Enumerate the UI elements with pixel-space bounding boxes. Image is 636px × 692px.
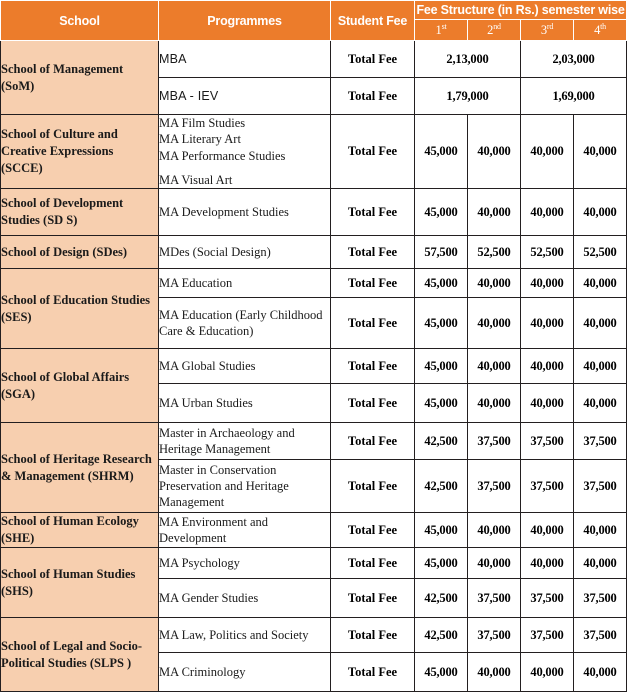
fee-amount-sem1: 57,500 [415, 236, 468, 269]
fee-amount-sem1: 45,000 [415, 269, 468, 298]
student-fee-label: Total Fee [331, 78, 415, 115]
table-row [1, 236, 627, 269]
semester-3-number: 3 [540, 23, 547, 38]
fee-amount-sem2: 40,000 [468, 653, 521, 692]
fee-amount-sem1: 45,000 [415, 513, 468, 548]
student-fee-label: Total Fee [331, 460, 415, 513]
fee-amount-sem3-4: 2,03,000 [521, 41, 627, 78]
column-header-semester-3 [521, 20, 574, 41]
fee-amount-sem3: 40,000 [521, 653, 574, 692]
programme-list [159, 116, 330, 188]
student-fee-label: Total Fee [331, 579, 415, 618]
fee-amount-sem1: 42,500 [415, 618, 468, 653]
fee-amount-sem4: 40,000 [574, 298, 627, 349]
fee-amount-sem4: 37,500 [574, 423, 627, 460]
programme-cell [159, 115, 331, 189]
fee-amount-sem2: 40,000 [468, 384, 521, 423]
school-name-cell: School of Development Studies (SD S) [1, 189, 159, 236]
fee-amount-sem3: 37,500 [521, 423, 574, 460]
fee-amount-sem2: 40,000 [468, 513, 521, 548]
fee-amount-sem1: 42,500 [415, 460, 468, 513]
programme-cell: Master in Conservation Preservation and Heritage Management [159, 460, 331, 513]
student-fee-label: Total Fee [331, 548, 415, 579]
school-name-cell: School of Heritage Research & Management (SHRM) [1, 423, 159, 513]
fee-amount-sem2: 37,500 [468, 423, 521, 460]
fee-amount-sem3: 40,000 [521, 384, 574, 423]
programme-cell: MBA [159, 41, 331, 78]
student-fee-label: Total Fee [331, 653, 415, 692]
programme-cell: MA Gender Studies [159, 579, 331, 618]
semester-1-number: 1 [435, 23, 442, 38]
student-fee-label: Total Fee [331, 384, 415, 423]
student-fee-label: Total Fee [331, 269, 415, 298]
student-fee-label: Total Fee [331, 41, 415, 78]
programme-cell: MA Education [159, 269, 331, 298]
column-header-semester-4 [574, 20, 627, 41]
fee-amount-sem1: 45,000 [415, 349, 468, 384]
fee-amount-sem2: 37,500 [468, 618, 521, 653]
fee-amount-sem4: 40,000 [574, 513, 627, 548]
fee-amount-sem2: 40,000 [468, 548, 521, 579]
student-fee-label: Total Fee [331, 298, 415, 349]
column-header-student-fee: Student Fee [331, 1, 415, 41]
programme-item: MA Film Studies [159, 116, 246, 130]
student-fee-label: Total Fee [331, 423, 415, 460]
fee-amount-sem3: 40,000 [521, 548, 574, 579]
semester-4-number: 4 [594, 23, 601, 38]
fee-amount-sem3: 40,000 [521, 189, 574, 236]
column-header-semester-2 [468, 20, 521, 41]
fee-amount-sem4: 40,000 [574, 349, 627, 384]
student-fee-label: Total Fee [331, 115, 415, 189]
fee-amount-sem1: 45,000 [415, 115, 468, 189]
table-row [1, 513, 627, 548]
fee-amount-sem3: 37,500 [521, 618, 574, 653]
school-name-cell: School of Design (SDes) [1, 236, 159, 269]
fee-amount-sem1: 45,000 [415, 298, 468, 349]
programme-item: MA Performance Studies [159, 148, 286, 163]
fee-amount-sem4: 40,000 [574, 115, 627, 189]
fee-amount-sem4: 52,500 [574, 236, 627, 269]
school-name-cell: School of Legal and Socio-Political Studies (SLPS ) [1, 618, 159, 692]
fee-amount-sem2: 40,000 [468, 349, 521, 384]
programme-cell: Master in Archaeology and Heritage Management [159, 423, 331, 460]
table-row [1, 618, 627, 653]
column-header-fee-structure: Fee Structure (in Rs.) semester wise [415, 1, 627, 20]
school-name-cell: School of Human Studies (SHS) [1, 548, 159, 618]
fee-amount-sem3: 40,000 [521, 513, 574, 548]
table-row [1, 269, 627, 298]
fee-amount-sem1-2: 1,79,000 [415, 78, 521, 115]
student-fee-label: Total Fee [331, 189, 415, 236]
fee-amount-sem3: 40,000 [521, 115, 574, 189]
table-body [1, 41, 627, 692]
programme-cell: MDes (Social Design) [159, 236, 331, 269]
table-row [1, 423, 627, 460]
table-header [1, 1, 627, 41]
column-header-school: School [1, 1, 159, 41]
student-fee-label: Total Fee [331, 513, 415, 548]
school-name-cell: School of Global Affairs (SGA) [1, 349, 159, 423]
table-row [1, 189, 627, 236]
fee-amount-sem3: 37,500 [521, 579, 574, 618]
fee-amount-sem3: 40,000 [521, 298, 574, 349]
programme-item: MA Visual Art [159, 172, 233, 187]
programme-cell: MA Development Studies [159, 189, 331, 236]
semester-2-number: 2 [487, 23, 494, 38]
programme-item: MA Literary Art [159, 132, 241, 147]
fee-amount-sem1: 45,000 [415, 189, 468, 236]
fee-amount-sem4: 40,000 [574, 189, 627, 236]
fee-amount-sem2: 40,000 [468, 115, 521, 189]
fee-amount-sem2: 52,500 [468, 236, 521, 269]
fee-amount-sem1: 45,000 [415, 548, 468, 579]
fee-amount-sem4: 37,500 [574, 460, 627, 513]
fee-amount-sem1: 42,500 [415, 579, 468, 618]
programme-cell: MA Environment and Development [159, 513, 331, 548]
semester-1-suffix: st [441, 21, 447, 31]
fee-amount-sem2: 37,500 [468, 579, 521, 618]
fee-amount-sem3: 52,500 [521, 236, 574, 269]
semester-2-suffix: nd [493, 21, 501, 31]
school-name-cell: School of Human Ecology (SHE) [1, 513, 159, 548]
school-name-cell: School of Management (SoM) [1, 41, 159, 115]
student-fee-label: Total Fee [331, 236, 415, 269]
fee-amount-sem4: 40,000 [574, 384, 627, 423]
school-name-cell: School of Culture and Creative Expressions (SCCE) [1, 115, 159, 189]
fee-amount-sem2: 40,000 [468, 298, 521, 349]
fee-amount-sem4: 40,000 [574, 653, 627, 692]
fee-amount-sem1: 42,500 [415, 423, 468, 460]
fee-amount-sem4: 40,000 [574, 548, 627, 579]
column-header-semester-1 [415, 20, 468, 41]
fee-amount-sem4: 40,000 [574, 269, 627, 298]
programme-cell: MA Psychology [159, 548, 331, 579]
fee-amount-sem4: 37,500 [574, 579, 627, 618]
fee-amount-sem3: 37,500 [521, 460, 574, 513]
school-name-cell: School of Education Studies (SES) [1, 269, 159, 349]
table-row [1, 115, 627, 189]
fee-amount-sem3: 40,000 [521, 269, 574, 298]
semester-3-suffix: rd [546, 21, 554, 31]
semester-4-suffix: th [600, 21, 606, 31]
programme-cell: MA Law, Politics and Society [159, 618, 331, 653]
programme-cell: MA Criminology [159, 653, 331, 692]
fee-amount-sem1: 45,000 [415, 384, 468, 423]
programme-cell: MA Urban Studies [159, 384, 331, 423]
fee-amount-sem2: 37,500 [468, 460, 521, 513]
fee-amount-sem3: 40,000 [521, 349, 574, 384]
student-fee-label: Total Fee [331, 349, 415, 384]
fee-amount-sem1-2: 2,13,000 [415, 41, 521, 78]
fee-amount-sem2: 40,000 [468, 189, 521, 236]
programme-cell: MBA - IEV [159, 78, 331, 115]
fee-amount-sem1: 45,000 [415, 653, 468, 692]
fee-amount-sem4: 37,500 [574, 618, 627, 653]
student-fee-label: Total Fee [331, 618, 415, 653]
table-row [1, 41, 627, 78]
fee-amount-sem2: 40,000 [468, 269, 521, 298]
fee-amount-sem3-4: 1,69,000 [521, 78, 627, 115]
table-row [1, 548, 627, 579]
table-row [1, 349, 627, 384]
column-header-programmes: Programmes [159, 1, 331, 41]
programme-cell: MA Education (Early Childhood Care & Education) [159, 298, 331, 349]
programme-cell: MA Global Studies [159, 349, 331, 384]
